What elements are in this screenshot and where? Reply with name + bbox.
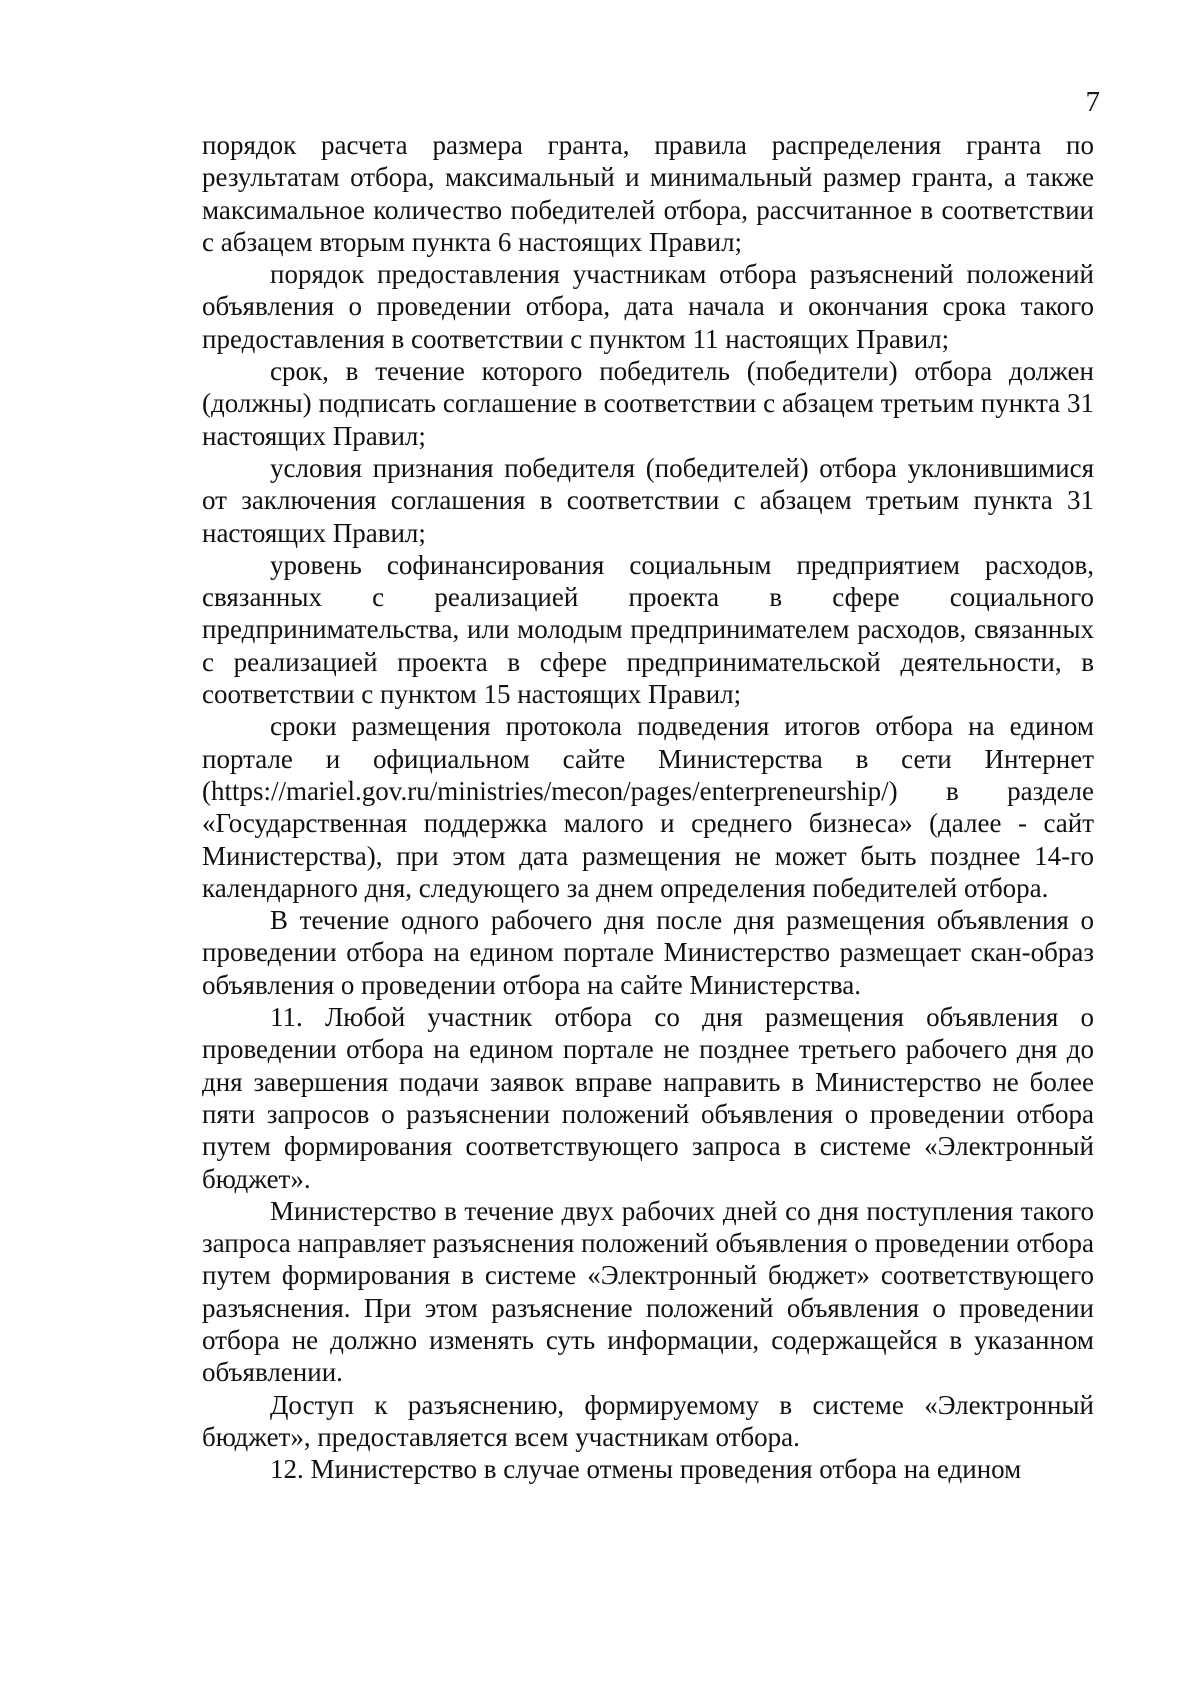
paragraph-clarification-procedure: порядок предоставления участникам отбора разъяснений положений объявления о проведении отбора, дата начала и окончания срока такого предоставления в соответствии с пунктом 11 настоящих Правил;: [202, 259, 1094, 354]
paragraph-cofinancing-level: уровень софинансирования социальным предприятием расходов, связанных с реализацией проекта в сфере социального предпринимательства, или молодым предпринимателем расходов, связанных с реализацией проекта в сфере предпринимательской деятельности, в соответствии с пунктом 15 настоящих Правил;: [202, 549, 1094, 710]
paragraph-section-12: 12. Министерство в случае отмены проведения отбора на едином: [270, 1454, 1022, 1485]
paragraph-ministry-response: Министерство в течение двух рабочих дней со дня поступления такого запроса направляет разъяснения положений объявления о проведении отбора путем формирования в системе «Электронный бюджет» соответствующего разъяснения. При этом разъяснение положений объявления о проведении отбора не должно изменять суть информации, содержащейся в указанном объявлении.: [202, 1195, 1094, 1388]
document-body: [202, 129, 1094, 1485]
page-number: 7: [1085, 86, 1100, 118]
paragraph-evasion-conditions: условия признания победителя (победителей) отбора уклонившимися от заключения соглашения в соответствии с абзацем третьим пункта 31 настоящих Правил;: [202, 452, 1094, 548]
paragraph-section-11: 11. Любой участник отбора со дня размещения объявления о проведении отбора на едином портале не позднее третьего рабочего дня до дня завершения подачи заявок вправе направить в Министерство не более пяти запросов о разъяснении положений объявления о проведении отбора путем формирования соответствующего запроса в системе «Электронный бюджет».: [202, 1002, 1094, 1194]
paragraph-scan-publication: В течение одного рабочего дня после дня размещения объявления о проведении отбора на едином портале Министерство размещает скан-образ объявления о проведении отбора на сайте Министерства.: [202, 905, 1094, 1000]
paragraph-agreement-deadline: срок, в течение которого победитель (победители) отбора должен (должны) подписать соглашение в соответствии с абзацем третьим пункта 31 настоящих Правил;: [202, 356, 1094, 451]
paragraph-protocol-publication: сроки размещения протокола подведения итогов отбора на едином портале и официальном сайте Министерства в сети Интернет (https://mariel.gov.ru/ministries/mecon/pages/enterpreneurship/) в разделе «Государственная поддержка малого и среднего бизнеса» (далее - сайт Министерства), при этом дата размещения не может быть позднее 14-го календарного дня, следующего за днем определения победителей отбора.: [202, 711, 1094, 903]
paragraph-clarification-access: Доступ к разъяснению, формируемому в системе «Электронный бюджет», предоставляется всем участникам отбора.: [202, 1389, 1094, 1452]
paragraph-grant-calculation: порядок расчета размера гранта, правила распределения гранта по результатам отбора, максимальный и минимальный размер гранта, а также максимальное количество победителей отбора, рассчитанное в соответствии с абзацем вторым пункта 6 настоящих Правил;: [202, 130, 1094, 257]
